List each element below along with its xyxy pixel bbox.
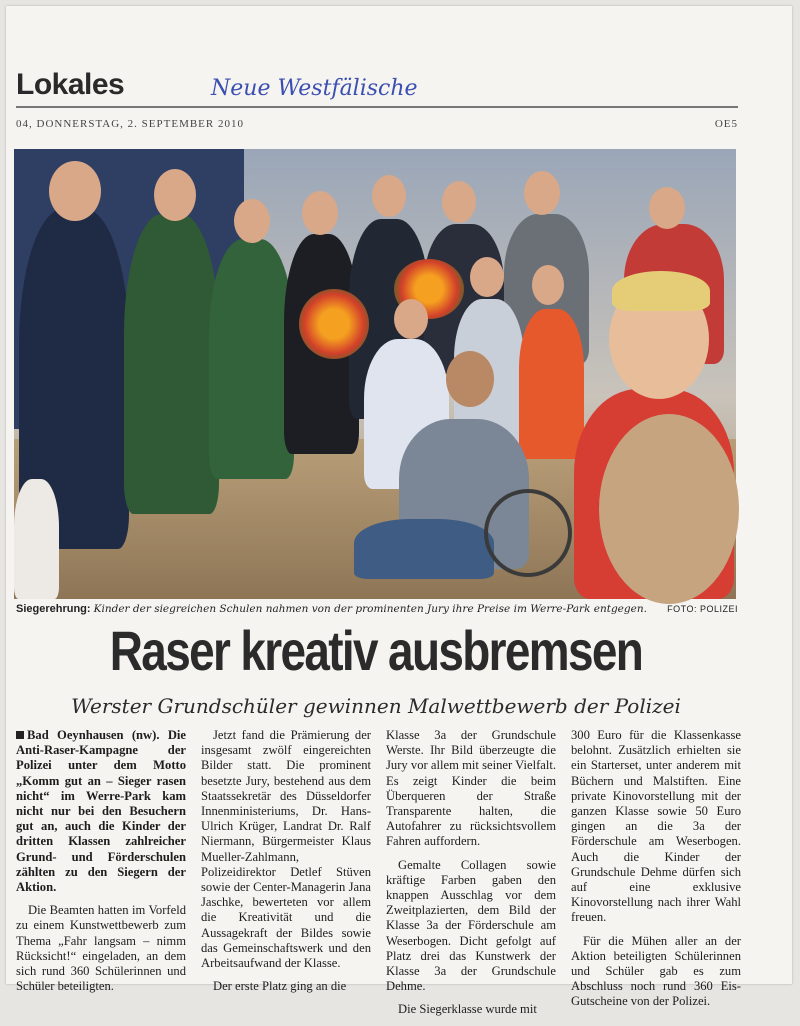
photo-caption: [16, 603, 738, 615]
photo-person-head: [234, 199, 270, 243]
article-column-4: [571, 728, 741, 1018]
photo-person-head: [442, 181, 476, 223]
photo-person-edge: [14, 479, 59, 599]
newspaper-clipping: [6, 6, 792, 1017]
page-code: OE5: [714, 118, 738, 130]
handwritten-note: Neue Westfälische: [211, 76, 418, 101]
photo-person-head: [524, 171, 560, 215]
clipping-header: [16, 66, 738, 116]
article-body: [16, 728, 741, 1017]
article-headline: Raser kreativ ausbremsen: [109, 619, 643, 682]
photo-child-jeans: [354, 519, 494, 579]
article-paragraph: Der erste Platz ging an die: [213, 979, 347, 994]
bleed-through-text: [741, 586, 791, 966]
article-lead-paragraph: Bad Oeynhausen (nw). Die Anti-Raser-Kampagne der Polizei unter dem Motto „Komm gut an – Sieger rasen nicht“ im Werre-Park kam nicht nur bei den Besuchern gut an, auch die Kinder der dritten Klassen zahlreicher Grund- und Förderschulen zählten zu den Siegern der Aktion.: [16, 728, 186, 895]
photo-person: [124, 214, 219, 514]
photo-person-head: [302, 191, 338, 235]
photo-person-head: [372, 175, 406, 217]
article-photo: [14, 149, 736, 599]
article-column-3: [386, 728, 556, 1026]
photo-person: [209, 239, 294, 479]
article-column-2: [201, 728, 371, 1002]
article-paragraph: Für die Mühen aller an der Aktion beteiligten Schülerinnen und Schüler gab es zum Abschluss noch rund 360 Eis-Gutscheine von der Polizei.: [571, 933, 741, 1009]
photo-child: [519, 309, 584, 459]
dateline-text: 04, DONNERSTAG, 2. SEPTEMBER 2010: [16, 118, 244, 130]
photo-child-head: [446, 351, 494, 407]
section-title: Lokales: [16, 68, 125, 101]
photo-wheelchair-wheel: [484, 489, 572, 577]
caption-label: Siegerehrung:: [16, 603, 91, 615]
article-paragraph: 300 Euro für die Klassenkasse belohnt. Zusätzlich erhielten sie ein Starterset, unter anderem mit Büchern und Malstiften. Eine private Kinovorstellung mit der ganzen Klasse sowie 50 Euro gingen an die 3a der Förderschule am Weserbogen. Auch die Kinder der Grundschule Dehme dürfen sich auf eine exklusive Kinovorstellung nach ihrer Wahl freuen.: [571, 728, 741, 925]
photo-person-head: [649, 187, 685, 229]
article-column-1: [16, 728, 186, 1002]
photo-credit: FOTO: POLIZEI: [667, 604, 738, 614]
bullet-square-icon: [16, 731, 24, 739]
photo-child-hair: [612, 271, 710, 311]
photo-child-head: [394, 299, 428, 339]
photo-child-head: [532, 265, 564, 305]
caption-text: Kinder der siegreichen Schulen nahmen von der prominenten Jury ihre Preise im Werre-Park entgegen.: [93, 603, 647, 615]
article-paragraph: Klasse 3a der Grundschule Werste. Ihr Bild überzeugte die Jury vor allem mit seiner Vielfalt. Es zeigt Kinder die beim Überqueren der Straße Transparente halten, die Autofahrer zu rücksichtsvollem Fahren auffordern.: [386, 728, 556, 849]
article-subhead: Werster Grundschüler gewinnen Malwettbewerb der Polizei: [71, 694, 681, 718]
photo-person-head: [154, 169, 196, 221]
photo-blurred-head: [599, 414, 739, 604]
header-rule: [16, 106, 738, 108]
article-paragraph: Gemalte Collagen sowie kräftige Farben gaben den knappen Ausschlag vor dem Zweitplazierten, dem Bild der Klasse 3a der Förderschule am Weserbogen. Dicht gefolgt auf Platz drei das Kunstwerk der Klasse 3a der Grundschule Dehme.: [386, 857, 556, 994]
photo-flower-bouquet: [299, 289, 369, 359]
photo-person-head: [49, 161, 101, 221]
article-paragraph: Jetzt fand die Prämierung der insgesamt zwölf eingereichten Bilder statt. Die prominent besetzte Jury, bestehend aus dem Staatssekretär des Düsseldorfer Innenministeriums, Dr. Hans-Ulrich Krüger, Landrat Dr. Ralf Niermann, Bürgermeister Klaus Mueller-Zahlmann, Polizeidirektor Detlef Stüven sowie der Center-Managerin Jana Jaschke, bewerteten vor allem die Kreativität und die Aussagekraft der Bildes sowie das Gemeinschaftswerk und den Arbeitsaufwand der Klasse.: [201, 728, 371, 971]
article-paragraph: Die Siegerklasse wurde mit: [398, 1002, 537, 1017]
dateline: [16, 118, 738, 130]
photo-child-head: [470, 257, 504, 297]
article-paragraph: Die Beamten hatten im Vorfeld zu einem Kunstwettbewerb zum Thema „Fahr langsam – nimm Rücksicht!“ eingeladen, an dem sich rund 360 Schülerinnen und Schüler beteiligten.: [16, 903, 186, 994]
